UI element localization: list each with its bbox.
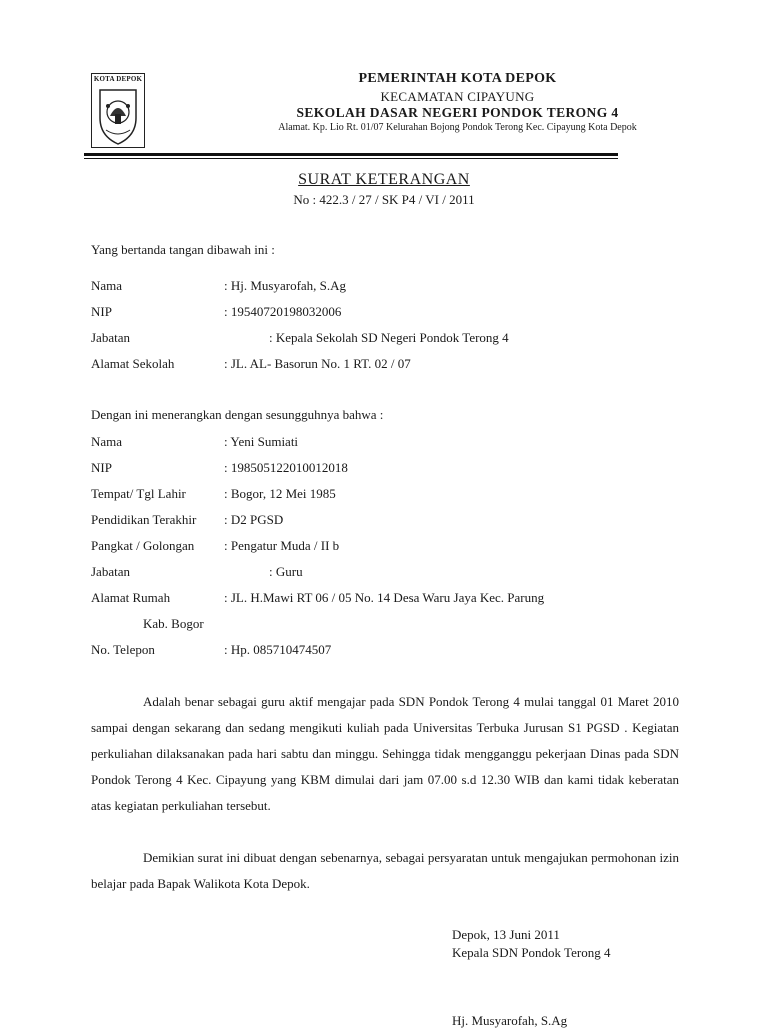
document-number: No : 422.3 / 27 / SK P4 / VI / 2011 (293, 192, 475, 207)
employee-nip-value: : 198505122010012018 (224, 460, 348, 475)
employee-rank-value: : Pengatur Muda / II b (224, 538, 340, 553)
kop-kecamatan: KECAMATAN CIPAYUNG (380, 89, 535, 104)
employee-education-label: Pendidikan Terakhir (91, 512, 197, 527)
signer-nip-label: NIP (91, 304, 112, 319)
body-paragraph-2: Demikian surat ini dibuat dengan sebenarnya, sebagai persyaratan untuk mengajukan permohonan izin belajar pada Bapak Walikota Kota Depok. (91, 850, 679, 891)
letterhead-divider (84, 153, 618, 156)
logo-label: KOTA DEPOK (93, 75, 143, 83)
body-paragraph-1: Adalah benar sebagai guru aktif mengajar pada SDN Pondok Terong 4 mulai tanggal 01 Maret 2010 sampai dengan sekarang dan sedang mengikuti kuliah pada Universitas Terbuka Jurusan S1 PGSD . Kegiatan perkuliahan dilaksanakan pada hari sabtu dan minggu. Sehingga tidak mengganggu pekerjaan Dinas pada SDN Pondok Terong 4 Kec. Cipayung yang KBM dimulai dari jam 07.00 s.d 12.30 WIB dan kami tidak keberatan atas kegiatan perkuliahan tersebut. (91, 694, 679, 813)
kop-sekolah: SEKOLAH DASAR NEGERI PONDOK TERONG 4 (296, 105, 619, 120)
employee-education-value: : D2 PGSD (224, 512, 284, 527)
signer-position-value: : Kepala Sekolah SD Negeri Pondok Terong 4 (269, 330, 509, 345)
signer-name-value: : Hj. Musyarofah, S.Ag (224, 278, 347, 293)
signer-nip-value: : 19540720198032006 (224, 304, 342, 319)
employee-address-label: Alamat Rumah (91, 590, 171, 605)
employee-address-continuation: Kab. Bogor (143, 616, 204, 631)
signature-position: Kepala SDN Pondok Terong 4 (452, 945, 611, 960)
school-address-value: : JL. AL- Basorun No. 1 RT. 02 / 07 (224, 356, 411, 371)
signature-place-date: Depok, 13 Juni 2011 (452, 927, 560, 942)
employee-position-value: : Guru (269, 564, 303, 579)
employee-nip-label: NIP (91, 460, 112, 475)
document-title: SURAT KETERANGAN (298, 171, 470, 188)
signer-name-label: Nama (91, 278, 123, 293)
employee-rank-label: Pangkat / Golongan (91, 538, 195, 553)
employee-intro: Dengan ini menerangkan dengan sesungguhnya bahwa : (91, 407, 384, 422)
employee-birth-label: Tempat/ Tgl Lahir (91, 486, 186, 501)
signer-position-label: Jabatan (91, 330, 130, 345)
employee-position-label: Jabatan (91, 564, 130, 579)
employee-name-value: : Yeni Sumiati (224, 434, 299, 449)
employee-phone-label: No. Telepon (91, 642, 155, 657)
letterhead-divider-thin (84, 158, 618, 159)
kop-instansi: PEMERINTAH KOTA DEPOK (358, 71, 557, 86)
city-emblem-icon (94, 86, 142, 146)
kota-depok-logo (91, 73, 145, 148)
signer-intro: Yang bertanda tangan dibawah ini : (91, 242, 275, 257)
employee-address-value: : JL. H.Mawi RT 06 / 05 No. 14 Desa Waru Jaya Kec. Parung (224, 590, 545, 605)
employee-phone-value: : Hp. 085710474507 (224, 642, 332, 657)
employee-birth-value: : Bogor, 12 Mei 1985 (224, 486, 336, 501)
kop-alamat: Alamat. Kp. Lio Rt. 01/07 Kelurahan Bojong Pondok Terong Kec. Cipayung Kota Depok (278, 122, 637, 133)
signature-name: Hj. Musyarofah, S.Ag (452, 1013, 568, 1028)
school-address-label: Alamat Sekolah (91, 356, 175, 371)
employee-name-label: Nama (91, 434, 123, 449)
